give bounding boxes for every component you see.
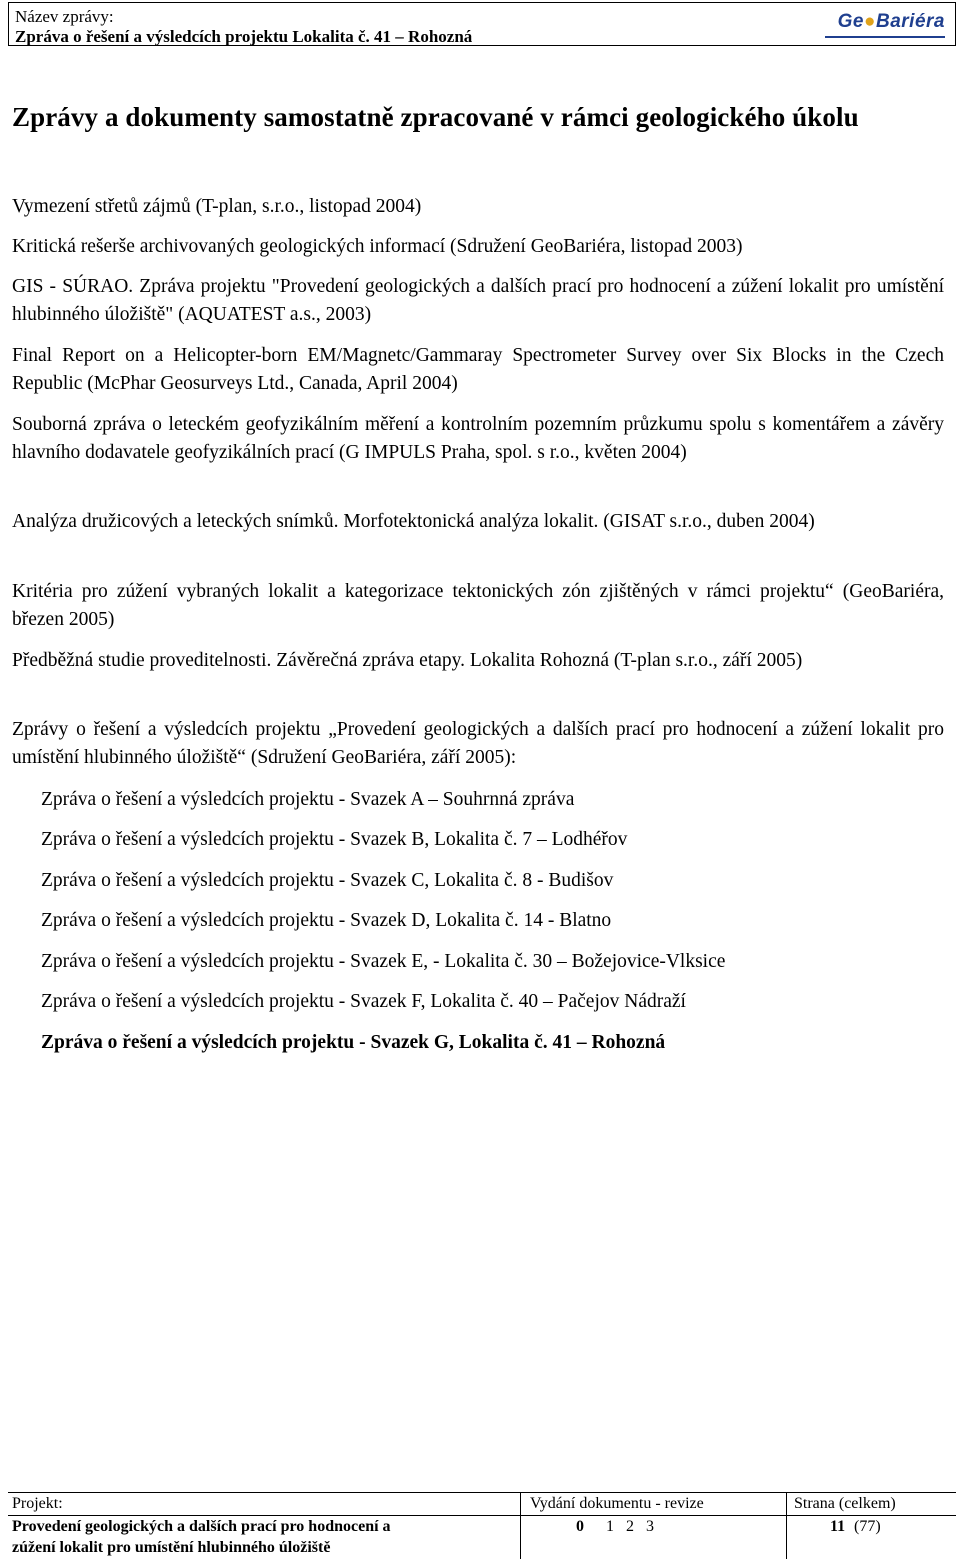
footer-divider [786,1493,787,1559]
list-item: GIS - SÚRAO. Zpráva projektu "Provedení geologických a dalších prací pro hodnocení a zúžení lokalit pro umístění hlubinného úložiště" (AQUATEST a.s., 2003) [12,276,944,325]
volume-item-current: Zpráva o řešení a výsledcích projektu - Svazek G, Lokalita č. 41 – Rohozná [41,1032,666,1053]
report-name-value: Zpráva o řešení a výsledcích projektu Lokalita č. 41 – Rohozná [15,27,473,46]
geobariera-logo: Ge●Bariéra [837,11,945,32]
volume-item: Zpráva o řešení a výsledcích projektu - Svazek F, Lokalita č. 40 – Pačejov Nádraží [41,991,686,1012]
volume-item: Zpráva o řešení a výsledcích projektu - Svazek A – Souhrnná zpráva [41,789,575,810]
volume-item: Zpráva o řešení a výsledcích projektu - Svazek C, Lokalita č. 8 - Budišov [41,870,614,891]
report-name-label: Název zprávy: [15,7,114,26]
list-item: Kritéria pro zúžení vybraných lokalit a kategorizace tektonických zón zjištěných v rámci projektu“ (GeoBariéra, březen 2005) [12,581,944,630]
list-item: Vymezení střetů zájmů (T-plan, s.r.o., listopad 2004) [12,196,422,217]
revision-current: 0 [576,1518,584,1535]
logo-underline [825,36,945,38]
footer-divider [520,1493,521,1559]
project-name-line2: zúžení lokalit pro umístění hlubinného úložiště [12,1539,331,1556]
project-label: Projekt: [12,1495,63,1512]
volume-item: Zpráva o řešení a výsledcích projektu - Svazek D, Lokalita č. 14 - Blatno [41,910,612,931]
document-footer [8,1492,956,1558]
list-item: Předběžná studie proveditelnosti. Závěrečná zpráva etapy. Lokalita Rohozná (T-plan s.r.o., září 2005) [12,650,803,671]
page-number: 11 [830,1518,846,1535]
project-name-line1: Provedení geologických a dalších prací pro hodnocení a [12,1518,391,1535]
volume-item: Zpráva o řešení a výsledcích projektu - Svazek B, Lokalita č. 7 – Lodhéřov [41,829,628,850]
footer-divider [8,1515,956,1516]
revision-others: 1 2 3 [606,1518,654,1535]
logo-bullet-icon: ● [864,11,876,32]
list-item: Kritická rešerše archivovaných geologických informací (Sdružení GeoBariéra, listopad 2003) [12,236,743,257]
list-item: Final Report on a Helicopter-born EM/Magnetc/Gammaray Spectrometer Survey over Six Blocks in the Czech Republic (McPhar Geosurveys Ltd., Canada, April 2004) [12,345,944,394]
list-item: Analýza družicových a leteckých snímků. Morfotektonická analýza lokalit. (GISAT s.r.o., duben 2004) [12,511,815,532]
revision-label: Vydání dokumentu - revize [530,1495,704,1512]
list-item: Zprávy o řešení a výsledcích projektu „Provedení geologických a dalších prací pro hodnocení a zúžení lokalit pro umístění hlubinného úložiště“ (Sdružení GeoBariéra, září 2005): [12,719,944,768]
page-total: (77) [854,1518,881,1535]
volume-item: Zpráva o řešení a výsledcích projektu - Svazek E, - Lokalita č. 30 – Božejovice-Vlksice [41,951,726,972]
page-label: Strana (celkem) [794,1495,896,1512]
document-header [8,2,956,46]
section-heading: Zprávy a dokumenty samostatně zpracované v rámci geologického úkolu [12,102,859,132]
list-item: Souborná zpráva o leteckém geofyzikálním měření a kontrolním pozemním průzkumu spolu s komentářem a závěry hlavního dodavatele geofyzikálních prací (G IMPULS Praha, spol. s r.o., květen 2004) [12,414,944,463]
